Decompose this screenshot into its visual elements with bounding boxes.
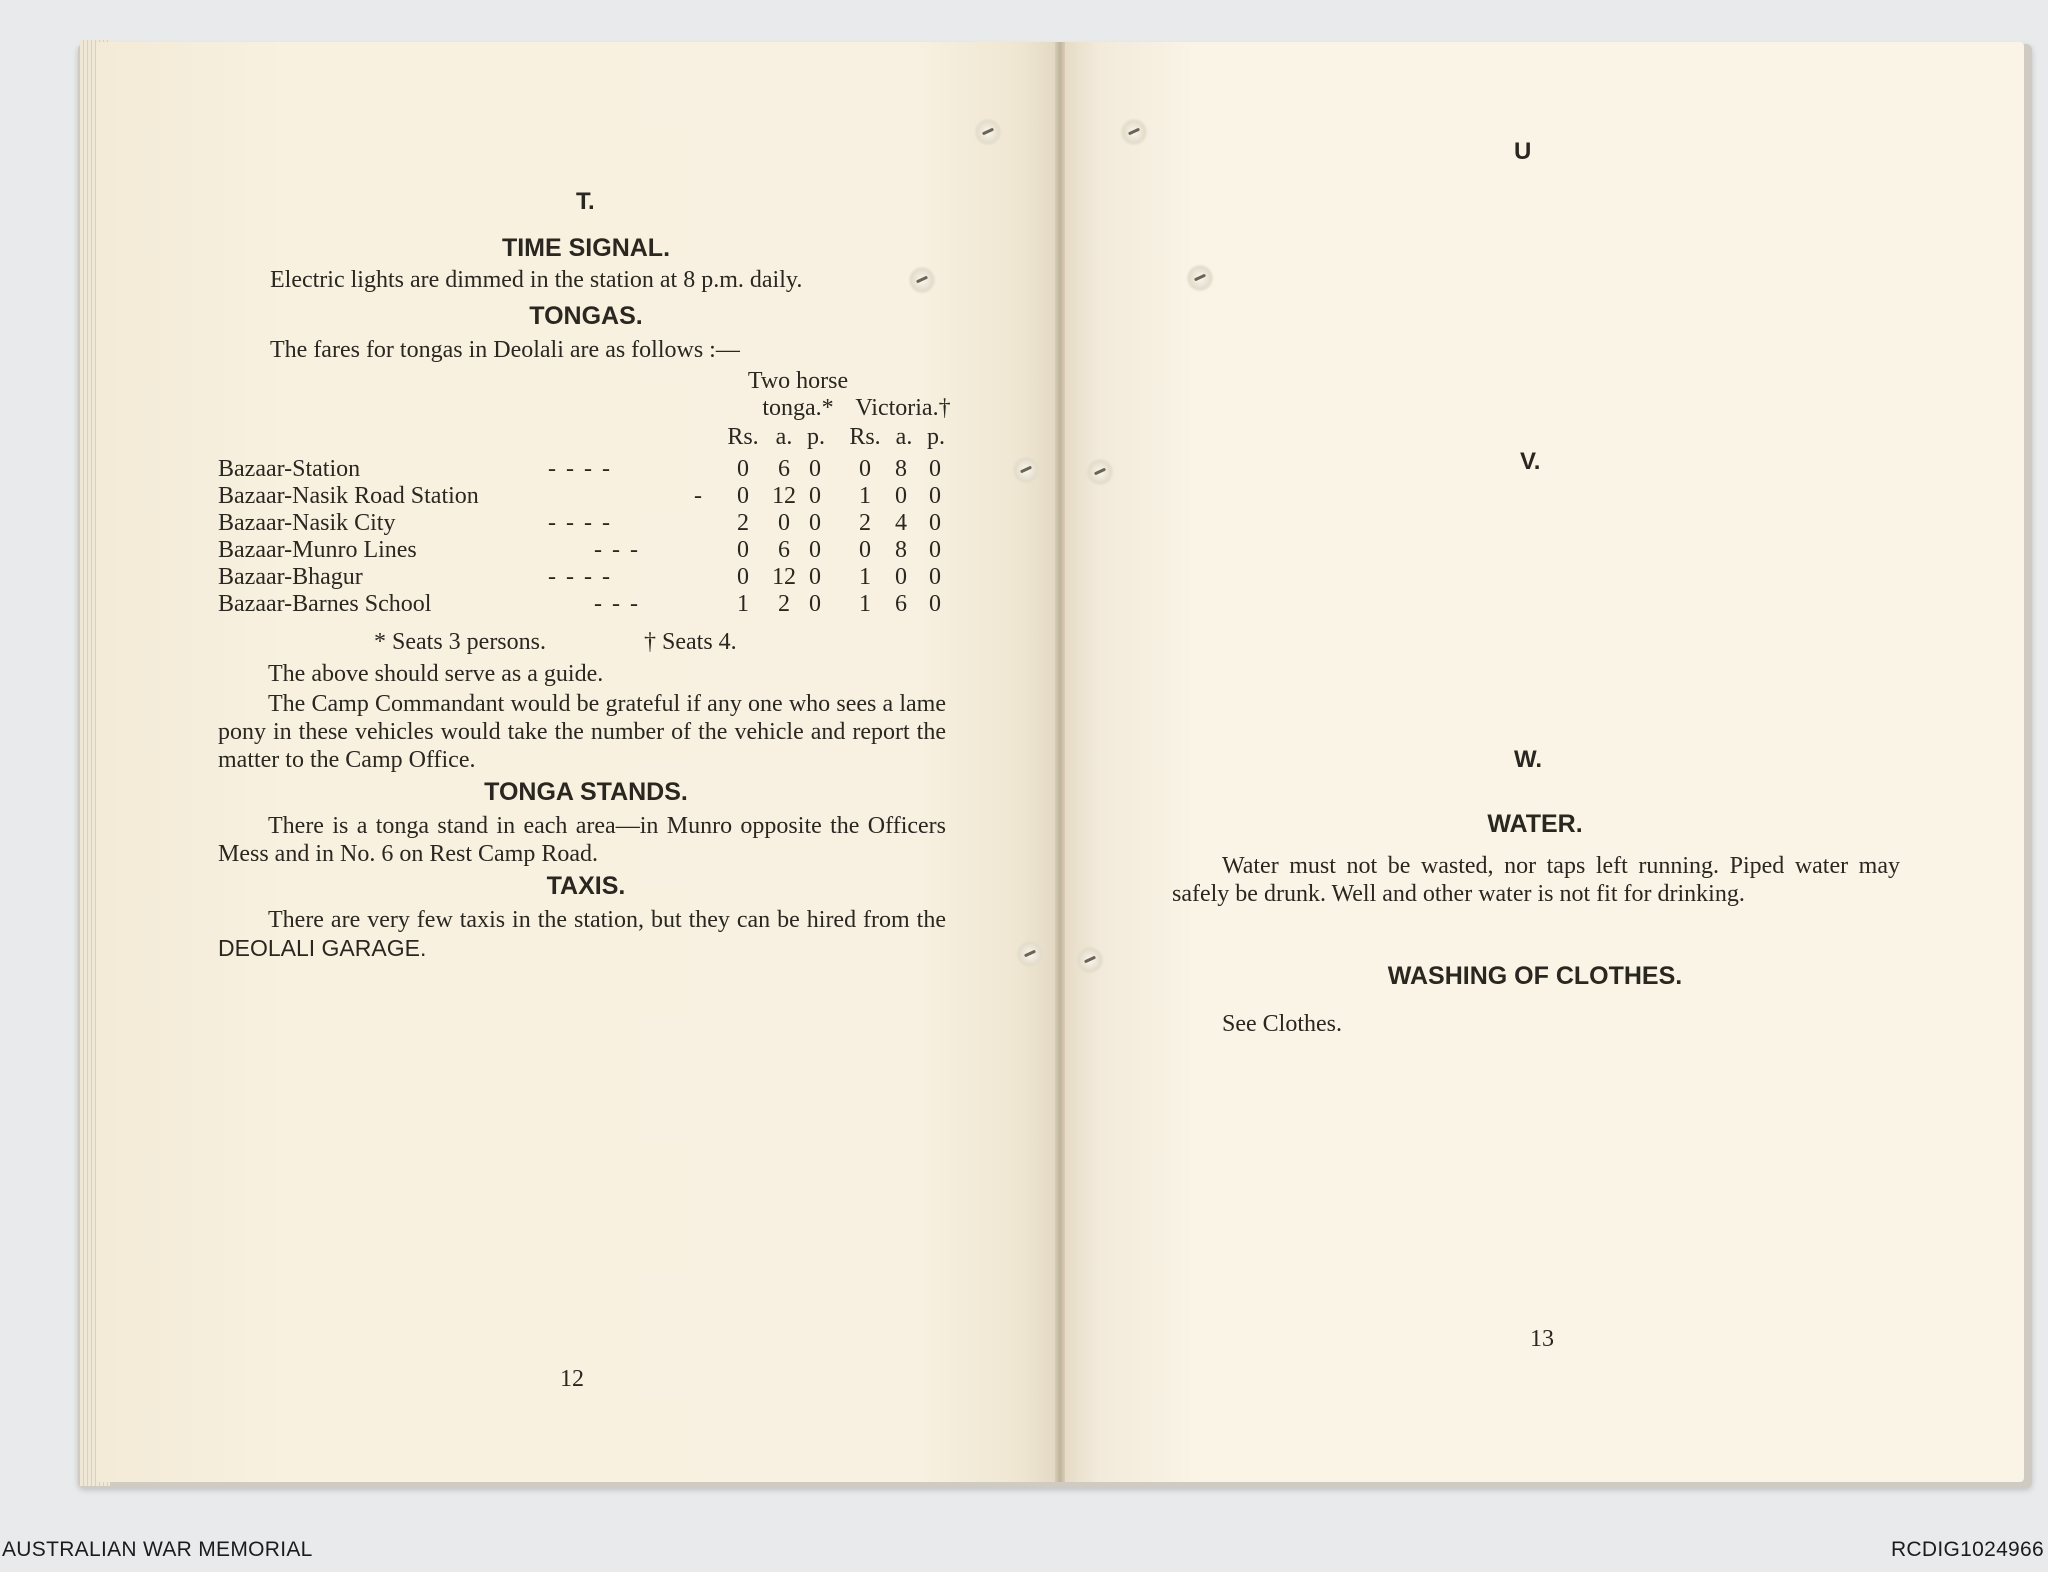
fare-value: 0 (809, 510, 821, 536)
fare-value: 0 (737, 483, 749, 509)
fare-value: 0 (737, 456, 749, 482)
fare-value: 0 (809, 537, 821, 563)
fare-value: 4 (895, 510, 907, 536)
col-header-two-horse: Two horse (747, 368, 849, 394)
tongas-intro: The fares for tongas in Deolali are as follows :— (270, 337, 740, 363)
fare-row (218, 564, 958, 592)
fare-value: 12 (772, 564, 796, 590)
water-text: Water must not be wasted, nor taps left running. Piped water may safely be drunk. Well and other water is not fit for drinking. (1172, 853, 1900, 907)
lame-pony-paragraph (218, 690, 946, 774)
taxis-heading: TAXIS. (546, 872, 626, 900)
unit-rs: Rs. (727, 424, 759, 450)
unit-p: p. (927, 424, 945, 450)
section-letter-u: U (1514, 138, 1532, 165)
fare-value: 0 (895, 564, 907, 590)
leader-dashes: - - - - (548, 564, 612, 590)
fare-value: 12 (772, 483, 796, 509)
unit-rs: Rs. (849, 424, 881, 450)
section-letter-w: W. (1514, 746, 1542, 773)
fare-value: 2 (859, 510, 871, 536)
fare-value: 0 (929, 456, 941, 482)
fare-value: 1 (737, 591, 749, 617)
guide-text: The above should serve as a guide. (268, 661, 604, 687)
taxis-paragraph (218, 906, 946, 963)
washing-text: See Clothes. (1222, 1011, 1342, 1037)
leader-dashes: - - - (594, 537, 640, 563)
footnote-seats-4: † Seats 4. (644, 629, 737, 655)
fare-value: 6 (778, 456, 790, 482)
book-gutter (1055, 42, 1065, 1482)
time-signal-heading: TIME SIGNAL. (501, 234, 671, 262)
pin-hole-icon (1120, 118, 1148, 146)
unit-p: p. (807, 424, 825, 450)
water-heading: WATER. (1487, 810, 1583, 838)
fare-value: 6 (895, 591, 907, 617)
time-signal-text: Electric lights are dimmed in the station at 8 p.m. daily. (270, 267, 803, 293)
lame-pony-text: The Camp Commandant would be grateful if any one who sees a lame pony in these vehicles would take the number of the vehicle and report the matter to the Camp Office. (218, 691, 946, 773)
tonga-stands-text: There is a tonga stand in each area—in Munro opposite the Officers Mess and in No. 6 on Rest Camp Road. (218, 813, 946, 867)
fare-value: 0 (778, 510, 790, 536)
fare-row (218, 510, 958, 538)
section-letter-v: V. (1520, 448, 1541, 475)
fare-value: 0 (929, 564, 941, 590)
fare-row (218, 483, 958, 511)
route-name: Bazaar-Bhagur (218, 564, 363, 590)
fare-row (218, 591, 958, 619)
fare-value: 8 (895, 456, 907, 482)
fare-value: 0 (895, 483, 907, 509)
water-paragraph (1172, 852, 1900, 908)
archive-credit: AUSTRALIAN WAR MEMORIAL (2, 1538, 313, 1561)
fare-value: 6 (778, 537, 790, 563)
tongas-heading: TONGAS. (529, 302, 643, 330)
route-name: Bazaar-Nasik City (218, 510, 396, 536)
tonga-stands-paragraph (218, 812, 946, 868)
fare-value: 0 (737, 537, 749, 563)
fare-value: 1 (859, 483, 871, 509)
fare-value: 0 (859, 456, 871, 482)
fare-value: 0 (809, 483, 821, 509)
route-name: Bazaar-Nasik Road Station (218, 483, 479, 509)
fare-value: 0 (737, 564, 749, 590)
fare-row (218, 537, 958, 565)
pin-hole-icon (1086, 458, 1114, 486)
fare-value: 0 (809, 591, 821, 617)
col-header-tonga: tonga.* (762, 395, 834, 421)
taxis-text: There are very few taxis in the station, but they can be hired from the (268, 907, 946, 933)
tonga-stands-heading: TONGA STANDS. (484, 778, 688, 806)
leader-dashes: - - - - (548, 456, 612, 482)
pin-hole-icon (974, 118, 1002, 146)
fare-value: 0 (809, 564, 821, 590)
col-header-victoria: Victoria.† (855, 395, 951, 421)
fare-value: 1 (859, 564, 871, 590)
fare-value: 2 (737, 510, 749, 536)
archive-id: RCDIG1024966 (1890, 1538, 2044, 1561)
page-number-left: 12 (560, 1366, 584, 1392)
leader-dashes: - - - - (548, 510, 612, 536)
footnote-seats-3: * Seats 3 persons. (374, 629, 546, 655)
route-name: Bazaar-Munro Lines (218, 537, 417, 563)
leader-dashes: - - - (594, 591, 640, 617)
fare-value: 0 (809, 456, 821, 482)
leader-dashes: - (694, 483, 704, 509)
fare-value: 0 (859, 537, 871, 563)
fare-value: 1 (859, 591, 871, 617)
unit-a: a. (775, 424, 793, 450)
route-name: Bazaar-Station (218, 456, 361, 482)
unit-a: a. (895, 424, 913, 450)
right-page (1061, 42, 2024, 1482)
fare-value: 8 (895, 537, 907, 563)
fare-value: 0 (929, 591, 941, 617)
pin-hole-icon (1076, 946, 1104, 974)
deolali-garage: DEOLALI GARAGE. (218, 935, 427, 961)
fare-value: 2 (778, 591, 790, 617)
fare-value: 0 (929, 510, 941, 536)
tonga-fares-table (218, 368, 958, 628)
pin-hole-icon (1186, 264, 1214, 292)
pin-hole-icon (1012, 456, 1040, 484)
fare-row (218, 456, 958, 484)
pin-hole-icon (1016, 940, 1044, 968)
route-name: Bazaar-Barnes School (218, 591, 432, 617)
washing-heading: WASHING OF CLOTHES. (1387, 962, 1683, 990)
section-letter-t: T. (576, 188, 595, 215)
page-number-right: 13 (1530, 1326, 1554, 1352)
fare-value: 0 (929, 483, 941, 509)
fare-value: 0 (929, 537, 941, 563)
